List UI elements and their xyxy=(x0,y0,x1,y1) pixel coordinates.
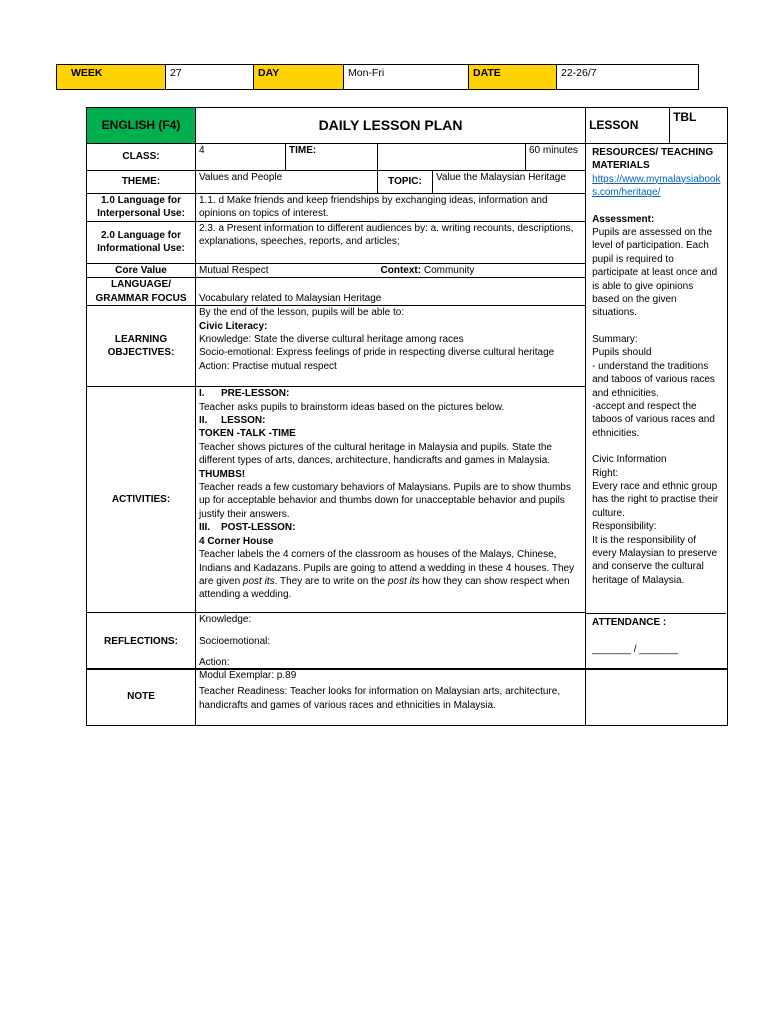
interpersonal-label: 1.0 Language for Interpersonal Use: xyxy=(87,194,196,222)
activities-label: ACTIVITIES: xyxy=(87,387,196,613)
day-label: DAY xyxy=(254,65,344,90)
reflection-action: Action: xyxy=(199,657,230,669)
topic-value: Value the Malaysian Heritage xyxy=(433,171,586,194)
page-title: DAILY LESSON PLAN xyxy=(196,108,586,144)
token-heading: TOKEN -TALK -TIME xyxy=(199,428,296,440)
summary-point: - understand the traditions and taboos of various races and ethnicities. xyxy=(592,360,715,399)
reflection-knowledge: Knowledge: xyxy=(199,614,252,626)
attendance-blank[interactable]: _______ / _______ xyxy=(592,644,679,655)
corner-text: Teacher labels the 4 corners of the classroom as houses of the Malays, Chinese, Indians and Kadazans. Pupils are going to attend a wedding in these 4 houses. They are given post its. They are to write on the post its how they can show respect when attending a wedding. xyxy=(199,549,575,601)
pre-lesson-heading: I. PRE-LESSON: xyxy=(199,388,290,400)
theme-value: Values and People xyxy=(196,171,378,194)
subject-cell: ENGLISH (F4) xyxy=(87,108,196,144)
objectives-heading: Civic Literacy: xyxy=(199,320,268,332)
week-strip xyxy=(56,64,699,90)
note-modul: Modul Exemplar: p.89 xyxy=(199,670,297,681)
lesson-plan-bottom xyxy=(86,668,728,726)
objective-item: Action: Practise mutual respect xyxy=(199,360,337,372)
note-cell xyxy=(196,669,586,726)
context-value: Community xyxy=(423,264,475,276)
thumbs-heading: THUMBS! xyxy=(199,468,246,480)
time-value xyxy=(378,144,526,171)
assessment-text: Pupils are assessed on the level of participation. Each pupil is required to participate at least once and is able to give opinions based on the given situations. xyxy=(592,227,718,319)
lesson-type: TBL xyxy=(670,108,728,144)
note-empty-cell xyxy=(586,669,728,726)
informational-label: 2.0 Language for Informational Use: xyxy=(87,221,196,263)
resources-column xyxy=(586,144,728,670)
token-text: Teacher shows pictures of the cultural heritage in Malaysia and pupils. State the different types of arts, dances, architecture, handicrafts and games in Malaysia. xyxy=(199,441,552,467)
class-value: 4 xyxy=(196,144,286,171)
time-label: TIME: xyxy=(286,144,378,171)
note-label: NOTE xyxy=(87,669,196,726)
duration-value: 60 minutes xyxy=(526,144,586,171)
summary-intro: Pupils should xyxy=(592,347,652,359)
context-label: Context: xyxy=(380,264,422,276)
reflections-cell xyxy=(196,613,586,670)
week-value: 27 xyxy=(166,65,254,90)
objective-item: Socio-emotional: Express feelings of pride in respecting diverse cultural heritage xyxy=(199,347,555,359)
reflection-socio: Socioemotional: xyxy=(199,635,271,647)
core-value: Mutual Respect xyxy=(196,263,378,277)
objectives-intro: By the end of the lesson, pupils will be able to: xyxy=(199,307,405,319)
class-label: CLASS: xyxy=(87,144,196,171)
attendance-cell xyxy=(586,613,726,668)
responsibility-text: It is the responsibility of every Malaysian to preserve and conserve the cultural heritage of Malaysia. xyxy=(592,534,718,586)
lesson-heading: II. LESSON: xyxy=(199,415,266,427)
theme-label: THEME: xyxy=(87,171,196,194)
grammar-value: Vocabulary related to Malaysian Heritage xyxy=(196,278,586,306)
date-value: 22-26/7 xyxy=(557,65,699,90)
objective-item: Knowledge: State the diverse cultural heritage among races xyxy=(199,334,464,346)
assessment-heading: Assessment: xyxy=(592,213,655,225)
objectives-cell xyxy=(196,306,586,387)
activities-cell xyxy=(196,387,586,613)
right-text: Every race and ethnic group has the right to practise their culture. xyxy=(592,480,719,519)
corner-heading: 4 Corner House xyxy=(199,535,274,547)
reflections-label: REFLECTIONS: xyxy=(87,613,196,670)
informational-value: 2.3. a Present information to different audiences by: a. writing recounts, descriptions, explanations, speeches, reports, and articles; xyxy=(196,221,586,263)
lesson-label: LESSON xyxy=(586,108,670,144)
grammar-label: LANGUAGE/ GRAMMAR FOCUS xyxy=(87,278,196,306)
topic-label: TOPIC: xyxy=(378,171,433,194)
note-readiness: Teacher Readiness: Teacher looks for information on Malaysian arts, architecture, handicrafts and games of various races and ethnicities in Malaysia. xyxy=(199,686,561,711)
lesson-plan-table xyxy=(86,107,728,670)
pre-lesson-text: Teacher asks pupils to brainstorm ideas based on the pictures below. xyxy=(199,401,505,413)
date-label: DATE xyxy=(469,65,557,90)
resource-link[interactable]: https://www.mymalaysiabooks.com/heritage/ xyxy=(592,173,721,199)
thumbs-text: Teacher reads a few customary behaviors of Malaysians. Pupils are to show thumbs up for acceptable behavior and thumbs down for unacceptable behavior and pupils justify their answers. xyxy=(199,482,571,520)
day-value: Mon-Fri xyxy=(344,65,469,90)
objectives-label: LEARNING OBJECTIVES: xyxy=(87,306,196,387)
core-value-label: Core Value xyxy=(87,263,196,277)
interpersonal-value: 1.1. d Make friends and keep friendships by exchanging ideas, information and opinions on topics of interest. xyxy=(196,194,586,222)
summary-point: -accept and respect the taboos of various races and ethnicities. xyxy=(592,400,715,439)
attendance-label: ATTENDANCE : xyxy=(592,617,667,628)
context-cell xyxy=(378,263,586,277)
summary-heading: Summary: xyxy=(592,333,638,345)
responsibility-heading: Responsibility: xyxy=(592,521,657,533)
civic-heading: Civic Information xyxy=(592,454,667,466)
week-label: WEEK xyxy=(57,65,166,90)
resources-heading: RESOURCES/ TEACHING MATERIALS xyxy=(592,147,714,172)
post-lesson-heading: III. POST-LESSON: xyxy=(199,522,296,534)
right-heading: Right: xyxy=(592,467,619,479)
